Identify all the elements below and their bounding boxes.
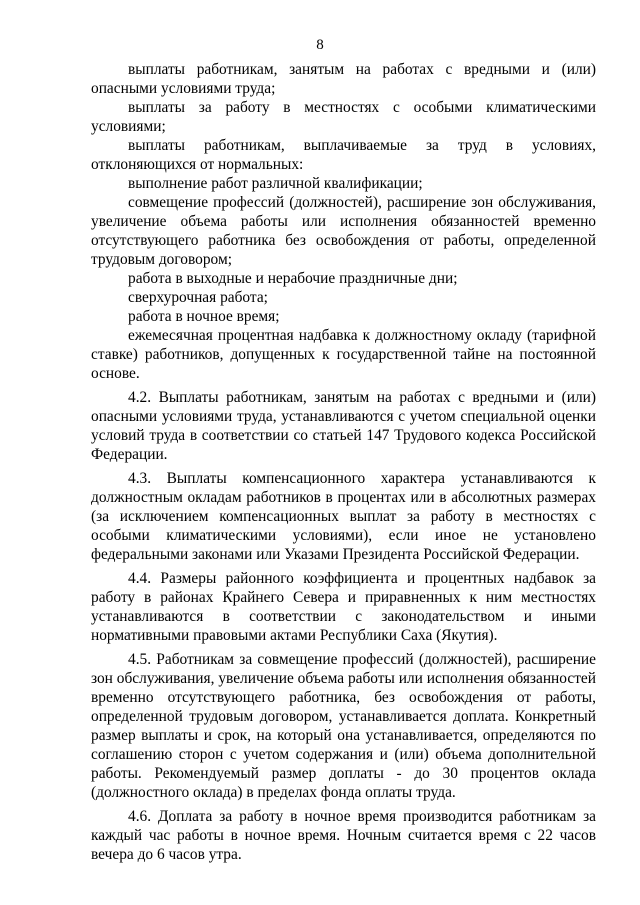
paragraph-different-qualification: выполнение работ различной квалификации; — [128, 175, 423, 192]
section-4-5: 4.5. Работникам за совмещение профессий (должностей), расширение зон обслуживания, увеличение объема работы или исполнения обязанностей временно отсутствующего работника, без освобождения от работы, определенной трудовым договором, устанавливается доплата. Конкретный размер выплаты и срок, на который она устанавливается, определяются по соглашению сторон с учетом содержания и (или) объема дополнительной работы. Рекомендуемый размер доплаты - до 30 процентов оклада (должностного оклада) в пределах фонда оплаты труда. — [91, 651, 596, 801]
paragraph-harmful-conditions: выплаты работникам, занятым на работах с вредными и (или) опасными условиями труда; — [91, 61, 596, 97]
paragraph-weekend-work: работа в выходные и нерабочие праздничные дни; — [128, 270, 458, 287]
page-number: 8 — [316, 37, 324, 53]
section-4-4: 4.4. Размеры районного коэффициента и процентных надбавок за работу в районах Крайнего Севера и приравненных к ним местностях устанавливаются в соответствии с законодательством и иными нормативными правовыми актами Республики Саха (Якутия). — [91, 570, 596, 644]
document-body — [91, 60, 596, 864]
paragraph-state-secret-bonus: ежемесячная процентная надбавка к должностному окладу (тарифной ставке) работников, допущенных к государственной тайне на постоянной основе. — [91, 327, 596, 382]
section-4-3: 4.3. Выплаты компенсационного характера устанавливаются к должностным окладам работников в процентах или в абсолютных размерах (за исключением компенсационных выплат за работу в местностях с особыми климатическими условиями), если иное не установлено федеральными законами или Указами Президента Российской Федерации. — [91, 470, 596, 563]
paragraph-abnormal-conditions: выплаты работникам, выплачиваемые за труд в условиях, отклоняющихся от нормальных: — [91, 137, 596, 173]
section-4-2: 4.2. Выплаты работникам, занятым на работах с вредными и (или) опасными условиями труда, устанавливаются с учетом специальной оценки условий труда в соответствии со статьей 147 Трудового кодекса Российской Федерации. — [91, 389, 596, 463]
paragraph-night-work: работа в ночное время; — [128, 308, 280, 325]
paragraph-combining-professions: совмещение профессий (должностей), расширение зон обслуживания, увеличение объема работы или исполнения обязанностей временно отсутствующего работника без освобождения от работы, определенной трудовым договором; — [91, 194, 596, 268]
section-4-6: 4.6. Доплата за работу в ночное время производится работникам за каждый час работы в ночное время. Ночным считается время с 22 часов вечера до 6 часов утра. — [91, 808, 596, 863]
paragraph-overtime: сверхурочная работа; — [128, 289, 268, 306]
paragraph-climatic-conditions: выплаты за работу в местностях с особыми климатическими условиями; — [91, 99, 596, 135]
